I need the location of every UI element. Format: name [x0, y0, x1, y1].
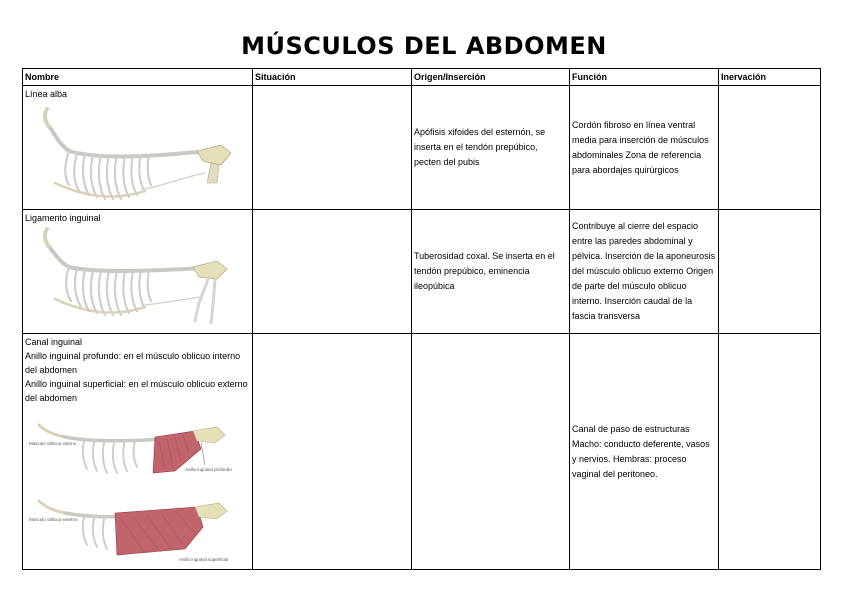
- column-header-funcion: Función: [570, 69, 719, 86]
- column-header-nombre: Nombre: [23, 69, 253, 86]
- column-header-inervacion: Inervación: [719, 69, 821, 86]
- figure-label: Anillo inguinal superficial: [179, 557, 229, 562]
- header-row: [23, 69, 821, 86]
- row-name: Ligamento inguinal: [25, 213, 101, 223]
- row-name: Línea alba: [25, 89, 68, 99]
- cell-inervacion: [719, 210, 821, 334]
- cell-situacion: [253, 334, 412, 570]
- figure-label: Anillo inguinal profundo: [185, 467, 232, 472]
- cell-origen: [412, 334, 570, 570]
- cell-inervacion: [719, 86, 821, 210]
- column-header-origen: Origen/Inserción: [412, 69, 570, 86]
- row-name: Canal inguinal: [25, 337, 83, 347]
- row-detail: Anillo inguinal superficial: en el músculo oblicuo externo del abdomen: [25, 379, 248, 403]
- cell-inervacion: [719, 334, 821, 570]
- cell-funcion: Canal de paso de estructuras Macho: conducto deferente, vasos y nervios. Hembras: proceso vaginal del peritoneo.: [570, 334, 719, 570]
- cell-nombre: [23, 86, 253, 210]
- table-row: [23, 334, 821, 570]
- page-title: MÚSCULOS DEL ABDOMEN: [241, 32, 607, 60]
- cell-nombre: [23, 210, 253, 334]
- muscles-table: [22, 68, 821, 570]
- row-detail: Anillo inguinal profundo: en el músculo oblicuo interno del abdomen: [25, 351, 241, 375]
- skeleton-illustration: [25, 225, 245, 329]
- cell-situacion: [253, 86, 412, 210]
- table-row: [23, 86, 821, 210]
- table-row: [23, 210, 821, 334]
- cell-nombre: [23, 334, 253, 570]
- figure-label: Músculo oblicuo externo: [29, 517, 78, 522]
- column-header-situacion: Situación: [253, 69, 412, 86]
- cell-origen: Apófisis xifoides del esternón, se inserta en el tendón prepúbico, pecten del pubis: [412, 86, 570, 210]
- figure-label: Músculo oblicuo interno: [29, 441, 77, 446]
- inguinal-illustration: [25, 409, 245, 565]
- cell-funcion: Contribuye al cierre del espacio entre las paredes abdominal y pélvica. Inserción de la aponeurosis del músculo oblicuo externo Origen de parte del músculo oblicuo interno. Inserción caudal de la fascia transversa: [570, 210, 719, 334]
- cell-situacion: [253, 210, 412, 334]
- cell-origen: Tuberosidad coxal. Se inserta en el tendón prepúbico, eminencia ileopúbica: [412, 210, 570, 334]
- cell-funcion: Cordón fibroso en línea ventral media para inserción de músculos abdominales Zona de referencia para abordajes quirúrgicos: [570, 86, 719, 210]
- skeleton-illustration: [25, 101, 245, 205]
